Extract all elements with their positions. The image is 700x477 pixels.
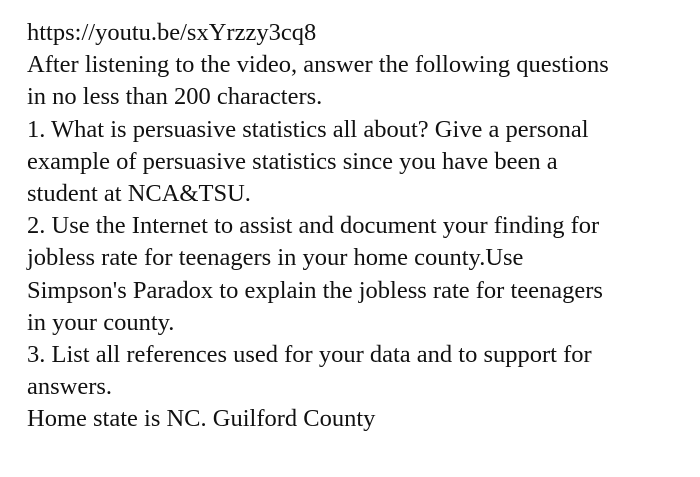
question-2-line-2: jobless rate for teenagers in your home county.Use <box>27 244 524 272</box>
question-2-line-3: Simpson's Paradox to explain the jobless rate for teenagers <box>27 276 603 304</box>
instruction-line-2: in no less than 200 characters. <box>27 83 323 111</box>
question-3-line-1: 3. List all references used for your data and to support for <box>27 341 592 369</box>
question-1-line-3: student at NCA&TSU. <box>27 180 251 208</box>
question-1-line-2: example of persuasive statistics since you have been a <box>27 147 558 175</box>
question-text-block <box>27 17 687 436</box>
video-link[interactable]: https://youtu.be/sxYrzzy3cq8 <box>27 19 317 46</box>
question-1-line-1: 1. What is persuasive statistics all about? Give a personal <box>27 115 589 143</box>
question-2-line-1: 2. Use the Internet to assist and document your finding for <box>27 212 600 240</box>
question-3-line-2: answers. <box>27 373 113 401</box>
home-state-note: Home state is NC. Guilford County <box>27 405 376 433</box>
question-2-line-4: in your county. <box>27 308 175 336</box>
instruction-line-1: After listening to the video, answer the following questions <box>27 51 609 79</box>
